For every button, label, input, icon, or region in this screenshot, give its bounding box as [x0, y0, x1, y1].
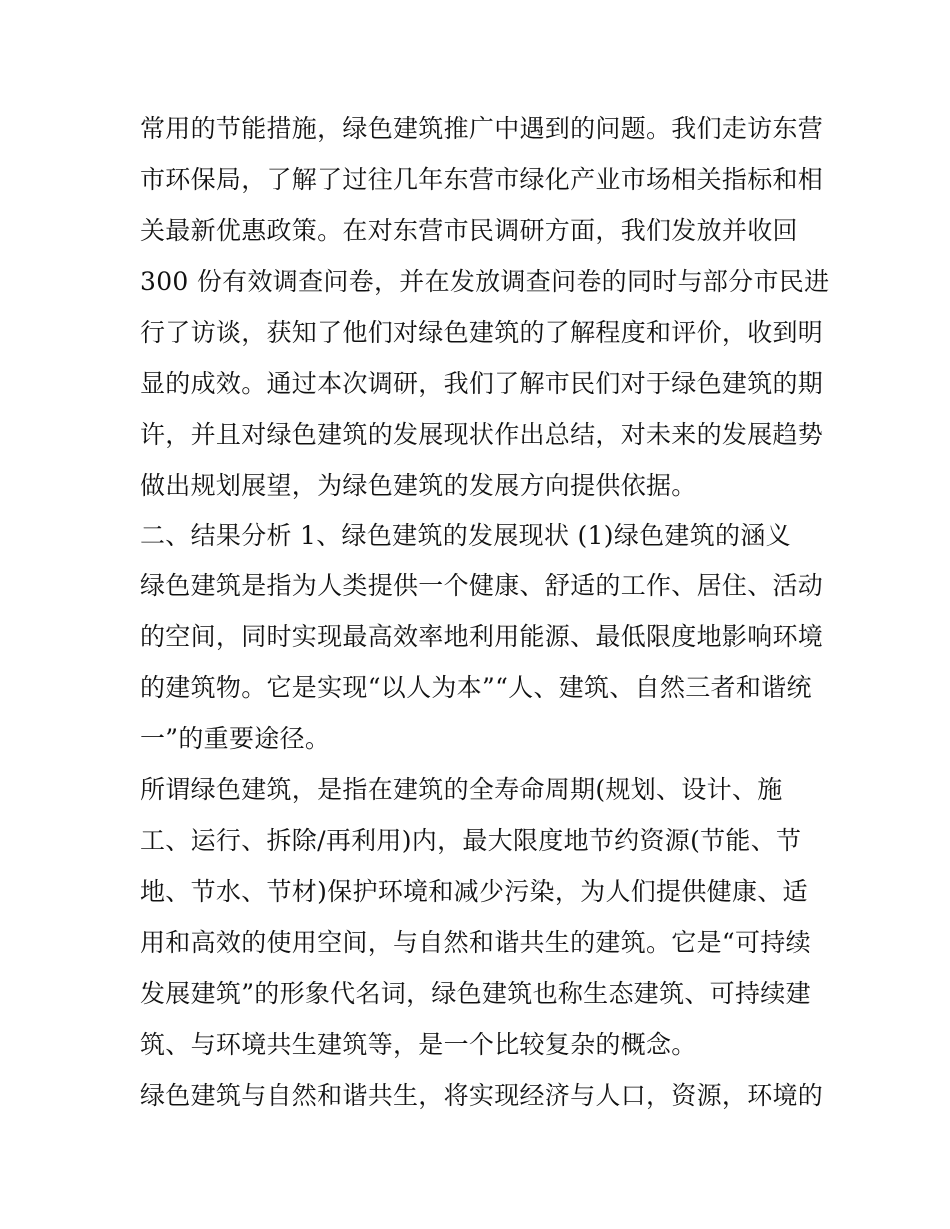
text-line: 发展建筑”的形象代名词，绿色建筑也称生态建筑、可持续建 [140, 979, 811, 1008]
text-line: 所谓绿色建筑，是指在建筑的全寿命周期(规划、设计、施 [140, 775, 783, 804]
text-line: 做出规划展望，为绿色建筑的发展方向提供依据。 [140, 471, 697, 500]
text-line: 绿色建筑与自然和谐共生，将实现经济与人口，资源，环境的 [140, 1081, 824, 1110]
text-line: 一”的重要途径。 [140, 724, 331, 753]
text-line: 300 份有效调查问卷，并在发放调查问卷的同时与部分市民进 [140, 267, 830, 296]
text-line: 筑、与环境共生建筑等，是一个比较复杂的概念。 [140, 1030, 697, 1059]
text-line: 许，并且对绿色建筑的发展现状作出总结，对未来的发展趋势 [140, 420, 824, 449]
text-line: 显的成效。通过本次调研，我们了解市民们对于绿色建筑的期 [140, 369, 824, 398]
text-line: 关最新优惠政策。在对东营市民调研方面，我们发放并收回 [140, 216, 798, 245]
text-line: 的空间，同时实现最高效率地利用能源、最低限度地影响环境 [140, 622, 824, 651]
text-line: 的建筑物。它是实现“以人为本”“人、建筑、自然三者和谐统 [140, 673, 812, 702]
section-heading: 二、结果分析 1、绿色建筑的发展现状 (1)绿色建筑的涵义 [140, 521, 791, 550]
text-line: 工、运行、拆除/再利用)内，最大限度地节约资源(节能、节 [140, 826, 802, 855]
text-line: 行了访谈，获知了他们对绿色建筑的了解程度和评价，收到明 [140, 318, 824, 347]
text-line: 绿色建筑是指为人类提供一个健康、舒适的工作、居住、活动 [140, 571, 824, 600]
text-line: 常用的节能措施，绿色建筑推广中遇到的问题。我们走访东营 [140, 114, 824, 143]
body-text [140, 103, 830, 1121]
text-line: 用和高效的使用空间，与自然和谐共生的建筑。它是“可持续 [140, 928, 811, 957]
text-line: 市环保局，了解了过往几年东营市绿化产业市场相关指标和相 [140, 165, 824, 194]
text-line: 地、节水、节材)保护环境和减少污染，为人们提供健康、适 [140, 877, 808, 906]
